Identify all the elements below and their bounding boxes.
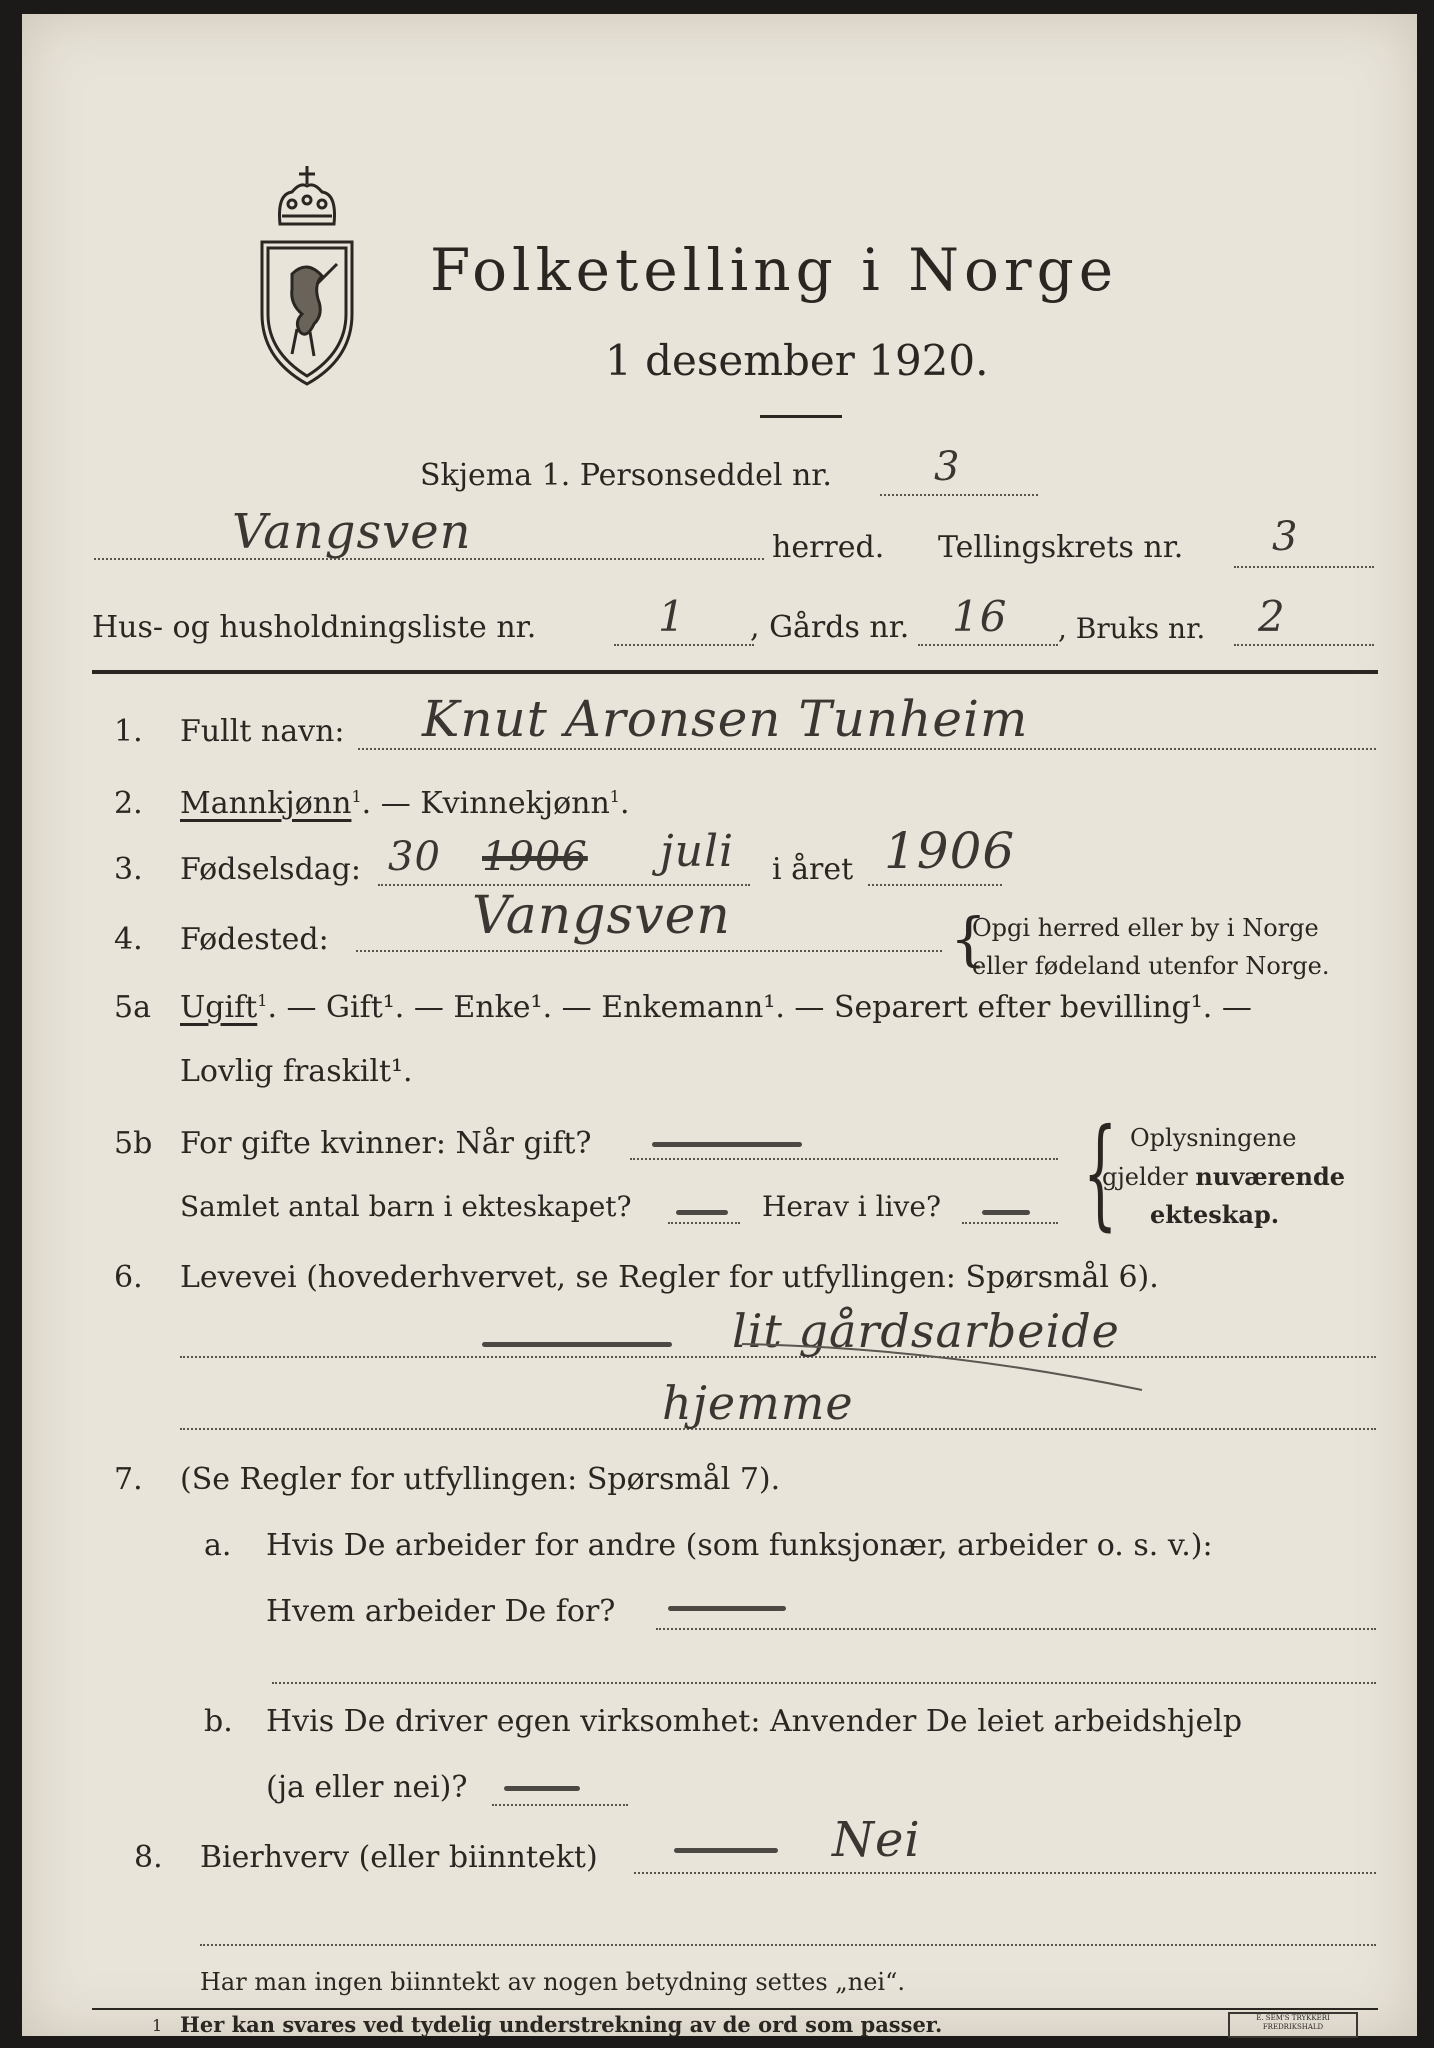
hus-value: 1 (658, 592, 686, 641)
q5b-note-2 (1102, 1162, 1345, 1191)
footnote-marker: 1 (257, 991, 268, 1010)
kvinnekjonn-option: . — Kvinnekjønn (361, 786, 610, 821)
birth-struck-value: 1906 (482, 834, 588, 880)
q3-number: 3. (114, 852, 143, 887)
q7b-dash (504, 1786, 580, 1791)
census-form (22, 14, 1417, 2036)
q8-field-line (634, 1872, 1376, 1874)
footnote-text: Her kan svares ved tydelig understrekning av de ord som passer. (180, 2012, 943, 2037)
q7b-text-1: Hvis De driver egen virksomhet: Anvender De leiet arbeidshjelp (266, 1704, 1243, 1739)
printer-text: E. SEM'S TRYKKERI FREDRIKSHALD (1256, 2014, 1330, 2031)
hus-field-line (614, 644, 754, 646)
q7a-field-line-1 (656, 1628, 1376, 1630)
q8-number: 8. (134, 1840, 163, 1875)
bruks-value: 2 (1258, 592, 1286, 641)
occupation-value-2: hjemme (662, 1376, 854, 1430)
form-title: Folketelling i Norge (430, 236, 1119, 304)
q6-label: Levevei (hovederhvervet, se Regler for utfyllingen: Spørsmål 6). (180, 1260, 1159, 1295)
q5b-note-2b: nuværende (1195, 1162, 1346, 1191)
q5a-options (180, 990, 1252, 1025)
q7a-text-2: Hvem arbeider De for? (266, 1594, 616, 1629)
q5a-line2: Lovlig fraskilt¹. (180, 1054, 413, 1089)
printer-stamp (1228, 2012, 1358, 2038)
q4-note-2: eller fødeland utenfor Norge. (972, 952, 1330, 980)
q7a-dash (668, 1606, 786, 1611)
q7a-number: a. (204, 1528, 232, 1563)
q4-label: Fødested: (180, 922, 329, 957)
norwegian-coat-of-arms-icon (252, 164, 362, 389)
q7b-number: b. (204, 1704, 233, 1739)
ugift-option: Ugift (180, 990, 258, 1025)
year-field-line (868, 884, 1002, 886)
skjema-label: Skjema 1. Personseddel nr. (420, 458, 832, 493)
q7-number: 7. (114, 1462, 143, 1497)
q5b-dash-3 (982, 1210, 1030, 1215)
q5b-field-line-1 (630, 1158, 1058, 1160)
occupation-strike-line (742, 1334, 1162, 1394)
q2-options (180, 786, 630, 821)
herred-value: Vangsven (232, 504, 472, 560)
q7a-field-line-2 (272, 1682, 1376, 1684)
q4-number: 4. (114, 922, 143, 957)
q5b-brace: { (1082, 1104, 1118, 1243)
bruks-field-line (1234, 644, 1374, 646)
birth-month-value: juli (660, 826, 735, 877)
q5b-note-2a: gjelder (1102, 1163, 1196, 1191)
skjema-field-line (880, 494, 1038, 496)
q5b-dash-1 (652, 1142, 802, 1147)
q3-label: Fødselsdag: (180, 852, 361, 887)
q1-label: Fullt navn: (180, 714, 345, 749)
q5b-label-2: Samlet antal barn i ekteskapet? (180, 1190, 632, 1223)
q8-dash (674, 1848, 778, 1853)
q4-brace: { (950, 905, 987, 973)
footnote-marker: 1 (609, 787, 620, 806)
form-date: 1 desember 1920. (605, 336, 989, 385)
occupation-value-1: lit gårdsarbeide (732, 1304, 1120, 1358)
q6-number: 6. (114, 1260, 143, 1295)
footnote-number: 1 (152, 2016, 163, 2035)
q1-number: 1. (114, 714, 143, 749)
tellingskrets-value: 3 (1272, 514, 1299, 560)
birth-day-value: 30 (388, 834, 441, 880)
tellingskrets-label: Tellingskrets nr. (938, 530, 1184, 565)
civil-status-options: . — Gift¹. — Enke¹. — Enkemann¹. — Separert efter bevilling¹. — (267, 990, 1252, 1025)
personseddel-value: 3 (934, 444, 961, 490)
full-name-value: Knut Aronsen Tunheim (422, 690, 1029, 748)
gards-label: , Gårds nr. (750, 610, 910, 645)
header-divider (92, 670, 1378, 674)
q5a-number: 5a (114, 990, 151, 1025)
bierhverv-value: Nei (832, 1812, 921, 1868)
q8-label: Bierhverv (eller biinntekt) (200, 1840, 598, 1875)
q2-end: . (619, 786, 630, 821)
q5b-note-3: ekteskap. (1150, 1200, 1280, 1229)
bruks-label: , Bruks nr. (1058, 612, 1206, 645)
mannkjonn-option: Mannkjønn (180, 786, 352, 821)
year-label: i året (772, 852, 854, 887)
footer-note: Har man ingen biinntekt av nogen betydning settes „nei“. (200, 1968, 905, 1996)
q5b-field-line-2 (668, 1222, 740, 1224)
q6-dash (482, 1342, 672, 1347)
q7a-text-1: Hvis De arbeider for andre (som funksjonær, arbeider o. s. v.): (266, 1528, 1213, 1563)
q5b-number: 5b (114, 1126, 153, 1161)
hus-label: Hus- og husholdningsliste nr. (92, 610, 537, 645)
q7b-field-line (492, 1804, 628, 1806)
q2-number: 2. (114, 786, 143, 821)
gards-field-line (918, 644, 1058, 646)
q5b-note-1: Oplysningene (1130, 1124, 1297, 1152)
title-divider (760, 415, 842, 418)
footnote-marker: 1 (351, 787, 362, 806)
tellingskrets-field-line (1234, 566, 1374, 568)
q5b-label-3: Herav i live? (762, 1190, 941, 1223)
q5b-field-line-3 (962, 1222, 1058, 1224)
q5b-dash-2 (676, 1210, 728, 1215)
footer-divider (92, 2008, 1378, 2010)
birth-year-value: 1906 (884, 822, 1016, 880)
q7b-text-2: (ja eller nei)? (266, 1770, 468, 1805)
q4-note-1: Opgi herred eller by i Norge (972, 914, 1319, 942)
q4-field-line (356, 950, 942, 952)
gards-value: 16 (952, 592, 1008, 641)
q1-field-line (358, 748, 1376, 750)
q8-field-line-2 (200, 1944, 1376, 1946)
q5b-label-1: For gifte kvinner: Når gift? (180, 1126, 592, 1161)
birthplace-value: Vangsven (472, 886, 731, 946)
q7-label: (Se Regler for utfyllingen: Spørsmål 7). (180, 1462, 781, 1497)
herred-label: herred. (772, 530, 885, 565)
